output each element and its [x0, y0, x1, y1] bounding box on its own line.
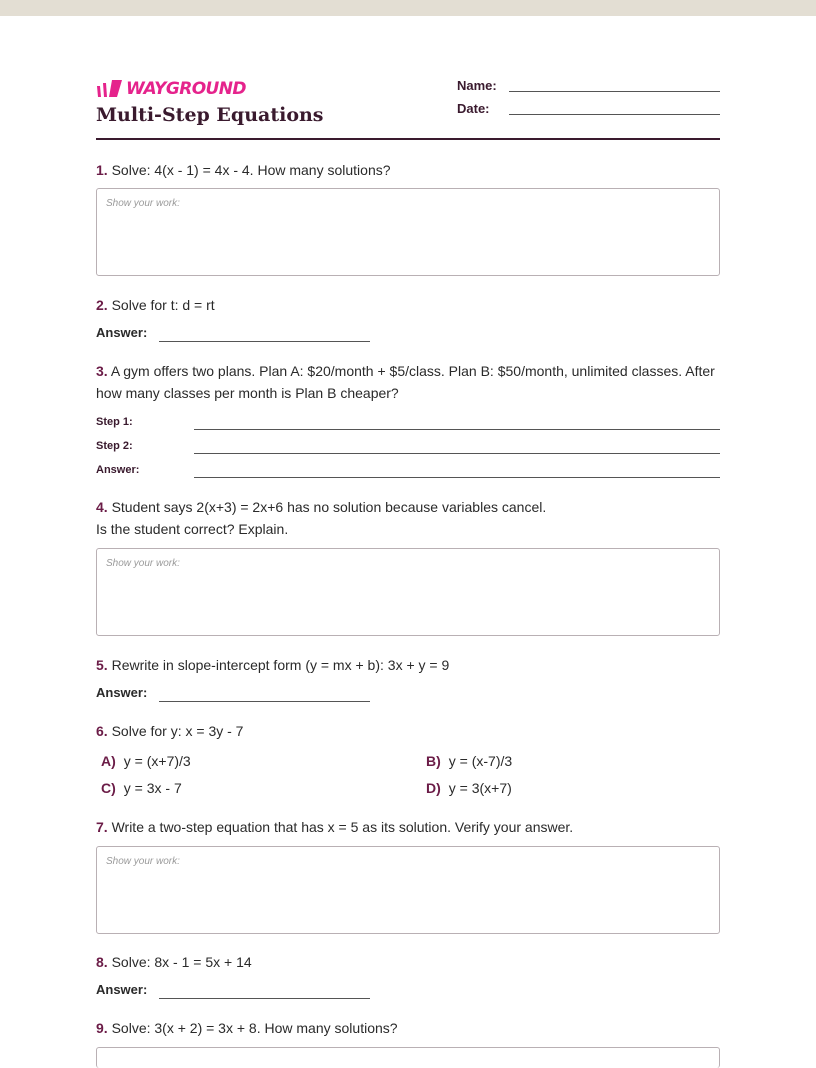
question-number: 1. [96, 162, 108, 178]
choice-letter: C) [101, 780, 116, 796]
work-hint: Show your work: [106, 558, 180, 569]
choice-letter: D) [426, 780, 441, 796]
question-number: 5. [96, 657, 108, 673]
question-4-followup: Is the student correct? Explain. [96, 521, 289, 537]
answer-label-2: Answer: [96, 325, 148, 340]
brand-name: WAYGROUND [126, 79, 246, 99]
question-number: 7. [96, 819, 108, 835]
question-3 [96, 360, 720, 404]
date-field[interactable] [509, 114, 720, 115]
question-text: Solve: 4(x - 1) = 4x - 4. How many solutions? [111, 162, 391, 178]
choice-text: y = (x+7)/3 [123, 753, 191, 769]
answer-label-8: Answer: [96, 982, 148, 997]
question-5 [96, 654, 720, 676]
question-7 [96, 816, 720, 838]
work-hint: Show your work: [106, 856, 180, 867]
work-box-4[interactable] [96, 548, 720, 636]
question-number: 8. [96, 954, 108, 970]
answer-field-2[interactable] [159, 341, 370, 342]
work-hint: Show your work: [106, 198, 180, 209]
step-answer-label: Answer: [96, 464, 140, 476]
question-text: Write a two-step equation that has x = 5 as its solution. Verify your answer. [111, 819, 574, 835]
name-label: Name: [457, 78, 497, 93]
page-title: Multi-Step Equations [96, 104, 324, 126]
choice-c[interactable] [101, 780, 182, 796]
step-1-label: Step 1: [96, 416, 133, 428]
question-2 [96, 294, 720, 316]
question-number: 3. [96, 363, 108, 379]
choice-a[interactable] [101, 753, 191, 769]
question-text: Solve for t: d = rt [111, 297, 215, 313]
top-bar [0, 0, 816, 16]
question-number: 2. [96, 297, 108, 313]
brand-logo [96, 79, 246, 99]
choice-text: y = 3(x+7) [448, 780, 512, 796]
choice-letter: B) [426, 753, 441, 769]
work-box-7[interactable] [96, 846, 720, 934]
question-9 [96, 1017, 720, 1039]
question-text: A gym offers two plans. Plan A: $20/month + $5/class. Plan B: $50/month, unlimited classes. After how many classes per month is Plan B cheaper? [96, 363, 715, 401]
answer-field-5[interactable] [159, 701, 370, 702]
work-box-9[interactable] [96, 1047, 720, 1068]
question-text: Solve: 8x - 1 = 5x + 14 [111, 954, 252, 970]
question-number: 9. [96, 1020, 108, 1036]
wayground-logo-icon [96, 80, 122, 98]
question-text: Student says 2(x+3) = 2x+6 has no solution because variables cancel. [111, 499, 547, 515]
question-text: Rewrite in slope-intercept form (y = mx + b): 3x + y = 9 [111, 657, 450, 673]
question-number: 4. [96, 499, 108, 515]
question-6 [96, 720, 720, 742]
step-2-field[interactable] [194, 453, 720, 454]
name-field[interactable] [509, 91, 720, 92]
question-text: Solve for y: x = 3y - 7 [111, 723, 244, 739]
answer-label-5: Answer: [96, 685, 148, 700]
date-label: Date: [457, 101, 490, 116]
question-1 [96, 159, 720, 181]
question-text: Solve: 3(x + 2) = 3x + 8. How many solutions? [111, 1020, 398, 1036]
choice-text: y = (x-7)/3 [448, 753, 513, 769]
choice-b[interactable] [426, 753, 512, 769]
choice-text: y = 3x - 7 [123, 780, 182, 796]
step-1-field[interactable] [194, 429, 720, 430]
work-box-1[interactable] [96, 188, 720, 276]
answer-field-8[interactable] [159, 998, 370, 999]
question-4 [96, 496, 720, 518]
step-2-label: Step 2: [96, 440, 133, 452]
question-number: 6. [96, 723, 108, 739]
choice-letter: A) [101, 753, 116, 769]
question-8 [96, 951, 720, 973]
header-divider [96, 138, 720, 140]
step-answer-field[interactable] [194, 477, 720, 478]
choice-d[interactable] [426, 780, 512, 796]
